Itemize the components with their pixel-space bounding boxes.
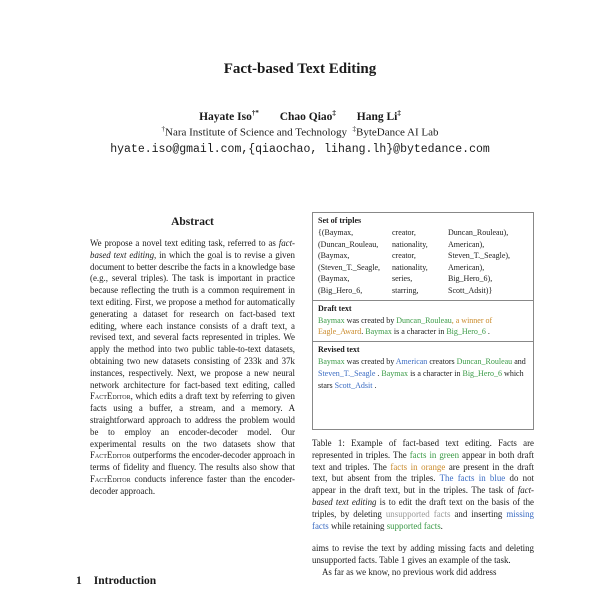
triple-cell: nationality, xyxy=(392,262,428,272)
triple-cell: Big_Hero_6), xyxy=(448,274,493,284)
triple-cell: creator, xyxy=(392,251,416,261)
section-heading-introduction: 1 Introduction xyxy=(76,575,157,587)
triple-cell: (Duncan_Rouleau, xyxy=(318,239,379,249)
triple-cell: American), xyxy=(448,239,485,249)
triple-cell: Duncan_Rouleau), xyxy=(448,228,509,237)
affiliations: †Nara Institute of Science and Technology ‡ByteDance AI Lab xyxy=(161,125,439,139)
triple-cell: {(Baymax, xyxy=(318,228,354,237)
draft-heading: Draft text xyxy=(318,303,352,313)
author-emails: hyate.iso@gmail.com,{qiaochao, lihang.lh}@bytedance.com xyxy=(110,143,490,156)
draft-text: Baymax was created by Duncan_Rouleau, a winner of Eagle_Award. Baymax is a character in Big_Hero_6 . xyxy=(318,315,493,337)
abstract-body: We propose a novel text editing task, referred to as fact-based text editing, in which the goal is to revise a given document to better describe the facts in a knowledge base (e.g., several triples). The task is important in practice because reflecting the truth is a common requirement in text editing. First, we propose a method for automatically generating a dataset for research on fact-based text editing, where each instance consists of a draft text, a revised text, and several facts represented in triples. We apply the method into two public table-to-text datasets, obtaining two new datasets consisting of 233k and 37k instances, respectively. Next, we propose a new neural network architecture for fact-based text editing, called FactEditor, which edits a draft text by referring to given facts using a buffer, a stream, and a memory. A straightforward approach to address the problem would be to employ an encoder-decoder model. Our experimental results on the two datasets show that FactEditor outperforms the encoder-decoder approach in terms of fidelity and fluency. The results also show that FactEditor conducts inference faster than the encoder-decoder approach. xyxy=(90,238,295,496)
triples-section xyxy=(313,213,533,300)
paper-title: Fact-based Text Editing xyxy=(223,61,377,77)
revised-section xyxy=(313,341,533,394)
triple-cell: starring, xyxy=(392,285,419,295)
triple-cell: (Steven_T._Seagle, xyxy=(318,262,381,272)
triple-cell: Steven_T._Seagle), xyxy=(448,251,511,261)
revised-heading: Revised text xyxy=(318,345,360,355)
abstract-heading: Abstract xyxy=(171,216,214,228)
triple-cell: (Big_Hero_6, xyxy=(318,285,363,295)
intro-paragraph-2: As far as we know, no previous work did address xyxy=(322,566,497,577)
triples-heading: Set of triples xyxy=(318,216,362,225)
triple-cell: American), xyxy=(448,262,485,272)
triple-cell: series, xyxy=(392,274,413,284)
triple-cell: nationality, xyxy=(392,239,428,249)
author-list xyxy=(0,109,600,123)
revised-text: Baymax was created by American creators Duncan_Rouleau and Steven_T._Seagle . Baymax is a character in Big_Hero_6 which stars Scott_Adsit . xyxy=(318,357,526,390)
intro-paragraph-1: aims to revise the text by adding missing facts and deleting unsupported facts. Table 1 gives an example of the task. xyxy=(312,543,534,565)
triple-cell: creator, xyxy=(392,228,416,237)
triples-grid xyxy=(318,227,528,297)
author-2: Chao Qiao‡ xyxy=(279,109,336,123)
author-3: Hang Li‡ xyxy=(356,109,401,123)
triple-cell: Scott_Adsit)} xyxy=(448,285,493,295)
introduction-body xyxy=(312,543,534,578)
triple-cell: (Baymax, xyxy=(318,251,350,261)
triple-cell: (Baymax, xyxy=(318,274,350,284)
example-table xyxy=(312,212,534,430)
table-caption: Table 1: Example of fact-based text editing. Facts are represented in triples. The facts in green appear in both draft text and triples. The facts in orange are present in the draft text, but absent from the triples. The facts in blue do not appear in the draft text, but in the triples. The task of fact-based text editing is to edit the draft text on the basis of the triples, by deleting unsupported facts and inserting missing facts while retaining supported facts. xyxy=(312,438,535,531)
draft-section xyxy=(313,300,533,342)
author-1: Hayate Iso†* xyxy=(199,109,259,123)
